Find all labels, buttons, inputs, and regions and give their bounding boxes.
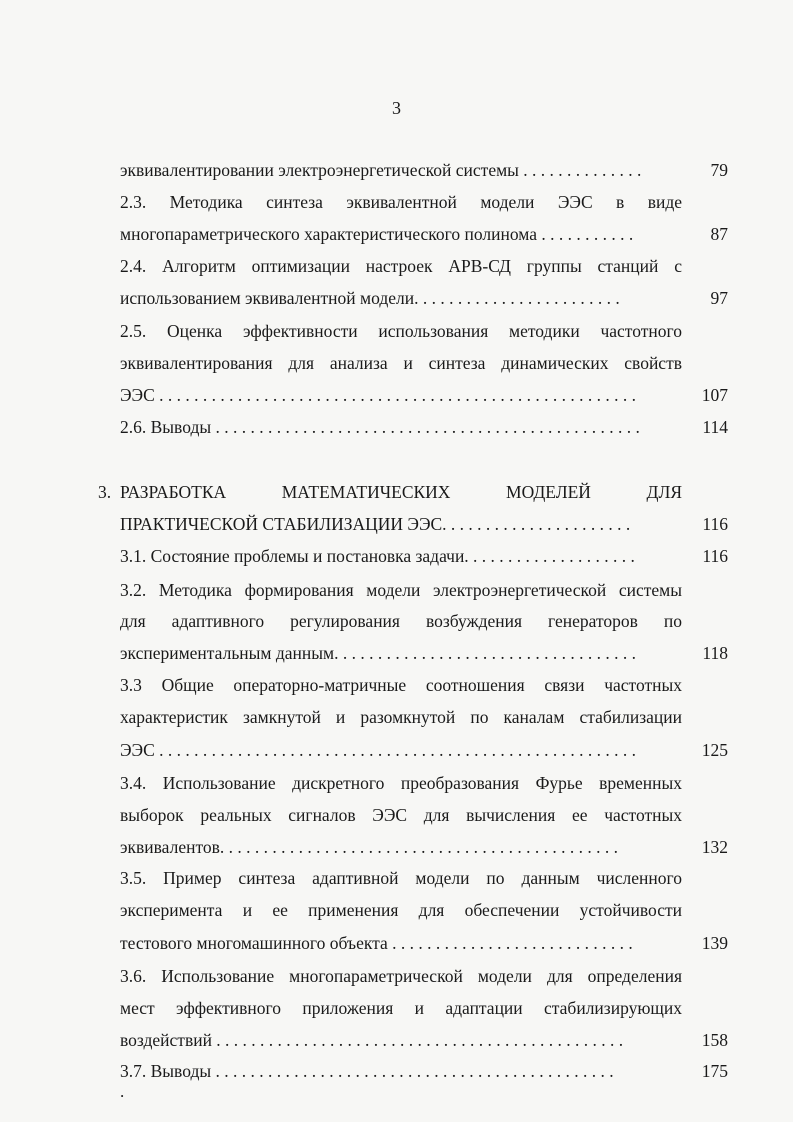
page-number: 3 bbox=[392, 98, 401, 118]
toc-entry-line: 2.3. Методика синтеза эквивалентной модели ЭЭС в виде bbox=[120, 192, 682, 212]
toc-page-ref: 87 bbox=[710, 224, 728, 244]
toc-entry-line: тестового многомашинного объекта . . . . . . . . . . . . . . . . . . . . . . . . . . . . bbox=[120, 933, 633, 953]
toc-entry-line: 3.1. Состояние проблемы и постановка задачи. . . . . . . . . . . . . . . . . . . . bbox=[120, 546, 635, 566]
toc-entry-line: воздействий . . . . . . . . . . . . . . . . . . . . . . . . . . . . . . . . . . . . . . . . . . . . . . . bbox=[120, 1030, 624, 1050]
toc-page-ref: 139 bbox=[701, 933, 728, 953]
toc-entry-line: мест эффективного приложения и адаптации стабилизирующих bbox=[120, 998, 682, 1018]
toc-page-ref: 97 bbox=[710, 288, 728, 308]
toc-page-ref: 132 bbox=[701, 837, 728, 857]
section-number: 3. bbox=[98, 482, 112, 502]
toc-entry-line: 3.7. Выводы . . . . . . . . . . . . . . . . . . . . . . . . . . . . . . . . . . . . . . . . . . . . . . bbox=[120, 1061, 614, 1081]
toc-entry-line: 2.4. Алгоритм оптимизации настроек АРВ-СД группы станций с bbox=[120, 256, 682, 276]
toc-entry-line: ЭЭС . . . . . . . . . . . . . . . . . . . . . . . . . . . . . . . . . . . . . . . . . . . . . . . . . . . . . . . bbox=[120, 740, 637, 760]
toc-entry-line: 3.5. Пример синтеза адаптивной модели по данным численного bbox=[120, 868, 682, 888]
toc-entry-line: 3.3 Общие операторно-матричные соотношения связи частотных bbox=[120, 675, 682, 695]
toc-entry-line: для адаптивного регулирования возбуждения генераторов по bbox=[120, 611, 682, 631]
trailing-mark: . bbox=[120, 1082, 125, 1101]
toc-entry-line: использованием эквивалентной модели. . . . . . . . . . . . . . . . . . . . . . . . bbox=[120, 288, 620, 308]
toc-entry-line: характеристик замкнутой и разомкнутой по каналам стабилизации bbox=[120, 707, 682, 727]
toc-entry-line: 2.6. Выводы . . . . . . . . . . . . . . . . . . . . . . . . . . . . . . . . . . . . . . . . . . . . . . . . . bbox=[120, 417, 640, 437]
toc-entry-line: ПРАКТИЧЕСКОЙ СТАБИЛИЗАЦИИ ЭЭС. . . . . . . . . . . . . . . . . . . . . . bbox=[120, 514, 631, 534]
toc-entry-line: многопараметрического характеристического полинома . . . . . . . . . . . bbox=[120, 224, 634, 244]
toc-entry-line: РАЗРАБОТКА МАТЕМАТИЧЕСКИХ МОДЕЛЕЙ ДЛЯ bbox=[120, 482, 682, 502]
toc-page-ref: 158 bbox=[701, 1030, 728, 1050]
toc-page-ref: 107 bbox=[701, 385, 728, 405]
toc-page-ref: 118 bbox=[702, 643, 728, 663]
toc-entry-line: эксперимента и ее применения для обеспечении устойчивости bbox=[120, 900, 682, 920]
toc-entry-line: 2.5. Оценка эффективности использования методики частотного bbox=[120, 321, 682, 341]
toc-page-ref: 116 bbox=[702, 514, 728, 534]
toc-page-ref: 79 bbox=[710, 160, 728, 180]
toc-page-ref: 116 bbox=[702, 546, 728, 566]
toc-entry-line: ЭЭС . . . . . . . . . . . . . . . . . . . . . . . . . . . . . . . . . . . . . . . . . . . . . . . . . . . . . . . bbox=[120, 385, 637, 405]
toc-entry-line: эквивалентирования для анализа и синтеза динамических свойств bbox=[120, 353, 682, 373]
toc-entry-line: эквивалентировании электроэнергетической системы . . . . . . . . . . . . . . bbox=[120, 160, 642, 180]
toc-entry-line: выборок реальных сигналов ЭЭС для вычисления ее частотных bbox=[120, 805, 682, 825]
toc-page-ref: 114 bbox=[702, 417, 728, 437]
toc-entry-line: эквивалентов. . . . . . . . . . . . . . . . . . . . . . . . . . . . . . . . . . . . . . . . . . . . . . bbox=[120, 837, 619, 857]
toc-entry-line: 3.4. Использование дискретного преобразования Фурье временных bbox=[120, 773, 682, 793]
toc-entry-line: экспериментальным данным. . . . . . . . . . . . . . . . . . . . . . . . . . . . . . . . . . . bbox=[120, 643, 636, 663]
toc-page-ref: 125 bbox=[701, 740, 728, 760]
toc-entry-line: 3.2. Методика формирования модели электроэнергетической системы bbox=[120, 580, 682, 600]
toc-page-ref: 175 bbox=[701, 1061, 728, 1081]
toc-entry-line: 3.6. Использование многопараметрической модели для определения bbox=[120, 966, 682, 986]
